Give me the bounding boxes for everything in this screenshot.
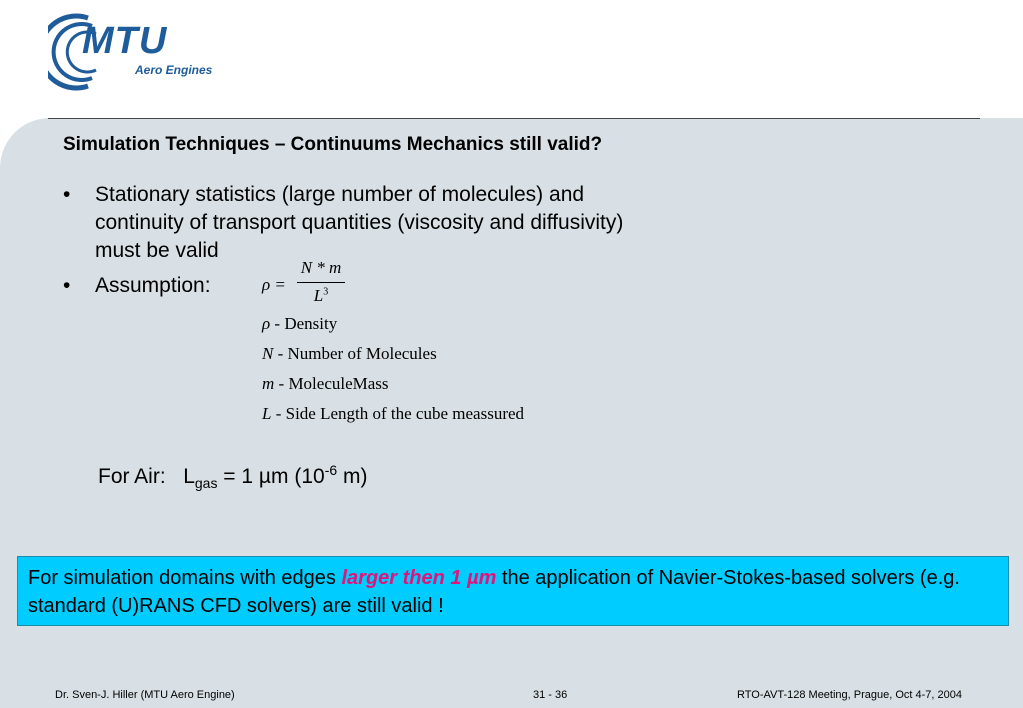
fraction-bar: [297, 282, 345, 283]
logo-subtitle: Aero Engines: [135, 63, 213, 77]
footer-page-number: 31 - 36: [533, 689, 568, 701]
header-divider: [48, 118, 980, 119]
logo-text: MTU: [82, 20, 168, 62]
definition-line: N - Number of Molecules: [262, 344, 437, 363]
formula-lhs: ρ =: [262, 275, 286, 294]
for-air-line: For Air: $L_{gas} = 1$ µm ($10^{-6}$ m): [98, 462, 368, 492]
bullet-dot: •: [63, 274, 71, 297]
highlight-text: For simulation domains with edges larger then 1 µm the application of Navier-Stokes-based solvers (e.g. standard (U)RANS CFD solvers) are still valid !: [28, 567, 960, 617]
bullet-line: Stationary statistics (large number of molecules) and: [95, 183, 585, 206]
formula-numerator: N * m: [300, 258, 342, 277]
bullet-line: Assumption:: [95, 274, 211, 297]
highlight-box: [17, 556, 1009, 626]
footer-author: Dr. Sven-J. Hiller (MTU Aero Engine): [55, 689, 235, 701]
footer-meeting: RTO-AVT-128 Meeting, Prague, Oct 4-7, 2004: [737, 689, 963, 701]
formula-denominator: $L^3$: [313, 286, 329, 305]
bullet-dot: •: [63, 183, 71, 206]
highlight-emphasis: larger then 1 µm: [341, 567, 497, 589]
bullet-line: continuity of transport quantities (viscosity and diffusivity): [95, 211, 624, 234]
definition-line: m - MoleculeMass: [262, 374, 389, 393]
definition-line: L - Side Length of the cube meassured: [262, 404, 525, 423]
slide-title: Simulation Techniques – Continuums Mechanics still valid?: [63, 134, 603, 155]
bullet-line: must be valid: [95, 239, 219, 262]
definition-line: ρ - Density: [262, 314, 338, 333]
